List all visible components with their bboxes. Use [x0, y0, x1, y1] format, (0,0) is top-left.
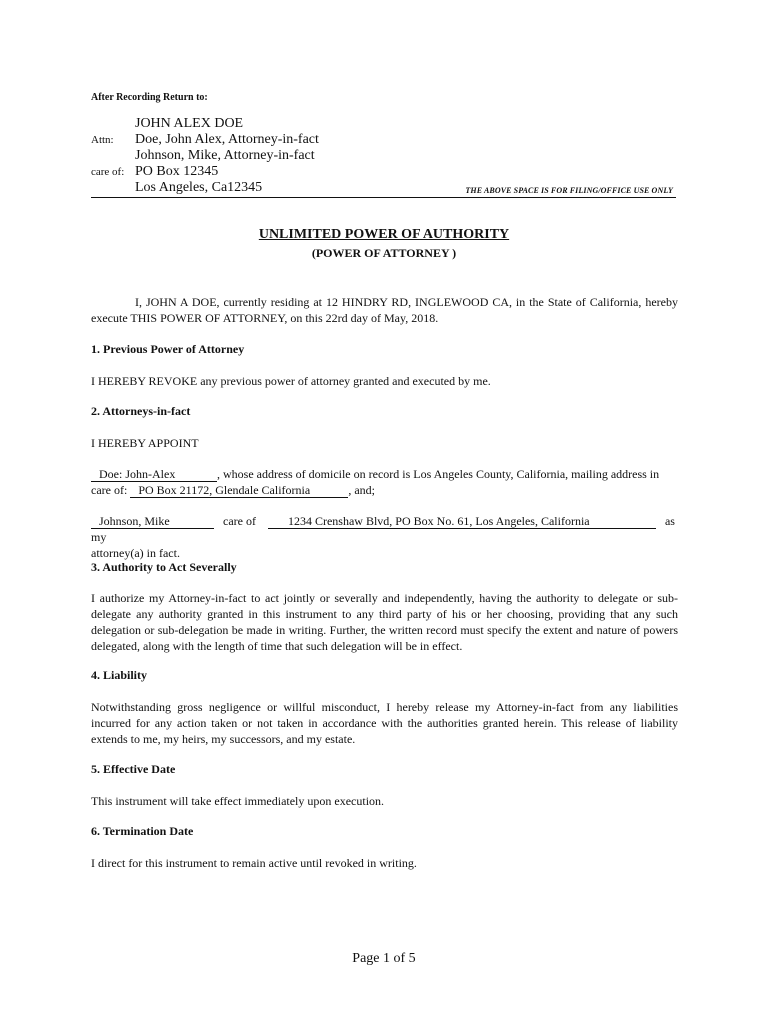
intro-line-2: hereby execute THIS POWER OF ATTORNEY, on this 22rd day of May, 2018.	[91, 295, 678, 325]
attorney-1-address: PO Box 21172, Glendale California	[130, 484, 348, 498]
section-1-heading: 1. Previous Power of Attorney	[91, 342, 245, 356]
care-of-label: care of:	[91, 166, 125, 178]
address-row-attn	[91, 132, 676, 148]
attorney-1-and: , and;	[348, 483, 375, 497]
attorney-2-as-my: as my	[91, 514, 675, 544]
address-row-care-of	[91, 164, 676, 180]
attorney-2-paragraph	[91, 513, 678, 561]
attorney-1-name: Doe: John-Alex	[91, 468, 217, 482]
address-row-name	[91, 116, 676, 132]
page-number: Page 1 of 5	[352, 951, 416, 966]
document-title	[0, 227, 768, 243]
address-row-city	[91, 180, 676, 198]
attorney-2-care-of: care of	[223, 514, 256, 528]
attn-line-2: Johnson, Mike, Attorney-in-fact	[135, 148, 315, 163]
document-subtitle: (POWER OF ATTORNEY )	[311, 246, 457, 260]
attn-label: Attn:	[91, 134, 114, 146]
attorney-2-name: Johnson, Mike	[91, 515, 214, 529]
section-4-heading: 4. Liability	[91, 668, 148, 682]
attorney-2-address: 1234 Crenshaw Blvd, PO Box No. 61, Los Angeles, California	[268, 515, 656, 529]
attorney-1-paragraph	[91, 466, 678, 498]
return-to-label: After Recording Return to:	[91, 92, 208, 103]
po-box: PO Box 12345	[135, 164, 219, 179]
recorder-use-note: THE ABOVE SPACE IS FOR FILING/OFFICE USE ONLY	[465, 186, 673, 195]
section-4-text: Notwithstanding gross negligence or willful misconduct, I hereby release my Attorney-in-fact from any liabilities incurred for any action taken or not taken in accordance with the authorities granted herein. This release of liability extends to me, my heirs, my successors, and my estate.	[91, 700, 678, 746]
intro-paragraph	[91, 294, 678, 326]
section-5-text: This instrument will take effect immediately upon execution.	[91, 794, 385, 808]
attorney-1-care-of: care of:	[91, 483, 128, 497]
section-6-text: I direct for this instrument to remain active until revoked in writing.	[91, 856, 417, 870]
attorney-1-text: , whose address of domicile on record is Los Angeles County, California, mailing address in	[217, 467, 660, 481]
return-address-block	[91, 116, 676, 198]
intro-line-1: I, JOHN A DOE, currently residing at 12 HINDRY RD, INGLEWOOD CA, in the State of California,	[135, 295, 642, 309]
section-5-heading: 5. Effective Date	[91, 762, 176, 776]
section-6-heading: 6. Termination Date	[91, 824, 194, 838]
attn-line-1: Doe, John Alex, Attorney-in-fact	[135, 132, 319, 147]
section-1-text: I HEREBY REVOKE any previous power of attorney granted and executed by me.	[91, 374, 491, 388]
address-row-attn-2	[91, 148, 676, 164]
attorney-in-fact-text: attorney(a) in fact.	[91, 546, 180, 560]
city-line: Los Angeles, Ca12345	[135, 180, 263, 195]
return-name: JOHN ALEX DOE	[135, 116, 244, 131]
section-3-text: I authorize my Attorney-in-fact to act jointly or severally and independently, having the authority to delegate or sub-delegate any authority granted in this instrument to any third party of his or her choosing, providing that any such delegation or sub-delegation be made in writing. Further, the written record must specify the extent and nature of powers delegated, along with the length of time that such delegation will be in effect.	[91, 591, 678, 653]
document-title-text: UNLIMITED POWER OF AUTHORITY	[258, 227, 510, 242]
section-2-heading: 2. Attorneys-in-fact	[91, 404, 191, 418]
section-3-heading: 3. Authority to Act Severally	[91, 560, 237, 574]
appoint-text: I HEREBY APPOINT	[91, 436, 199, 450]
